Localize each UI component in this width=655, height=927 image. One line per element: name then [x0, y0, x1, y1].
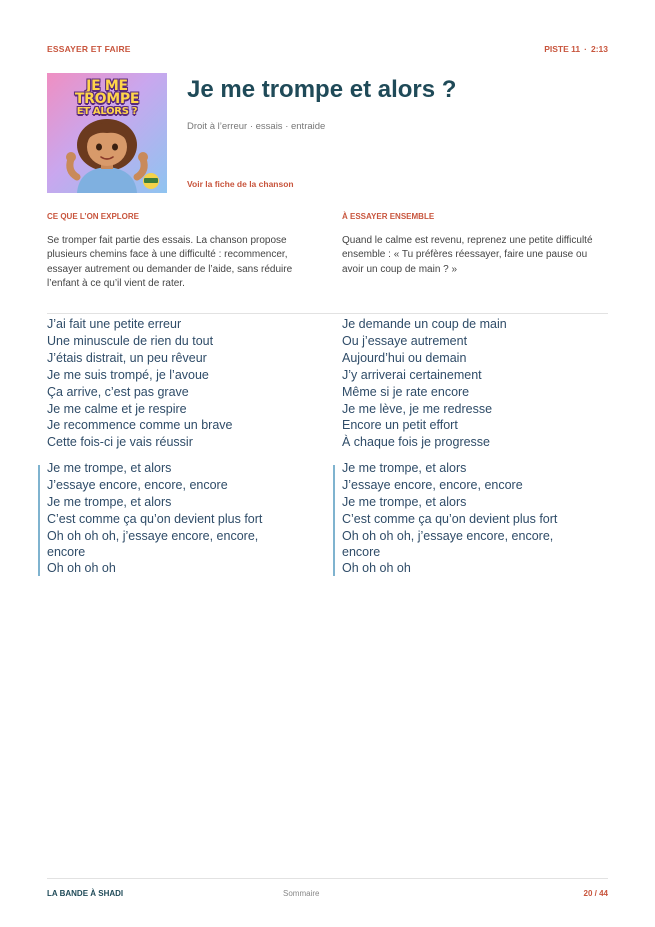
lyric-line: J’étais distrait, un peu rêveur — [47, 350, 207, 365]
track-info — [544, 44, 608, 54]
lyric-line: À chaque fois je progresse — [342, 435, 491, 450]
cover-title-line: TROMPE — [74, 91, 140, 107]
footer-brand: LA BANDE À SHADI — [47, 889, 124, 898]
lyric-line: Même si je rate encore — [342, 384, 470, 399]
lyric-line: Aujourd’hui ou demain — [342, 350, 467, 365]
child-illustration — [47, 73, 167, 193]
track-number: PISTE 11 — [544, 44, 581, 54]
lyric-line: C’est comme ça qu’on devient plus fort — [47, 511, 263, 526]
explore-text: Se tromper fait partie des essais. La chanson propose plusieurs chemins face à une difficulté : recommencer, essayer autrement ou demander de l’aide, sans réduire l’enfant à ce qu’il vient de rater. — [47, 235, 293, 289]
lyric-line: J’essaye encore, encore, encore — [47, 477, 228, 492]
chorus-right — [342, 460, 608, 577]
song-cover-image — [47, 73, 167, 193]
page-title: Je me trompe et alors ? — [187, 76, 457, 103]
chorus-left — [47, 460, 327, 577]
explore-heading: CE QUE L’ON EXPLORE — [47, 212, 140, 221]
lyric-line: Je demande un coup de main — [342, 317, 507, 331]
verse-right — [342, 316, 608, 451]
lyric-line: Cette fois-ci je vais réussir — [47, 435, 193, 450]
lyric-line: Je me trompe, et alors — [47, 461, 172, 475]
lyric-line: C’est comme ça qu’on devient plus fort — [342, 511, 558, 526]
lyric-line: Je me trompe, et alors — [342, 494, 467, 509]
lyric-line: Oh oh oh oh, j’essaye encore, encore, — [342, 528, 554, 543]
lyric-line: J’y arriverai certainement — [342, 367, 482, 382]
chorus-marker — [333, 465, 335, 576]
verse-left — [47, 316, 327, 451]
lyric-line: Je me calme et je respire — [47, 401, 187, 416]
lyric-line: Une minuscule de rien du tout — [47, 333, 214, 348]
lyric-line: Je me lève, je me redresse — [342, 401, 493, 416]
lyric-line: Oh oh oh oh — [47, 560, 116, 575]
footer-divider — [47, 878, 608, 879]
song-tags: Droit à l’erreur · essais · entraide — [187, 121, 326, 132]
page-number: 20 / 44 — [583, 889, 608, 898]
lyric-line: Je me trompe, et alors — [342, 461, 467, 475]
lyric-line: Oh oh oh oh — [342, 560, 411, 575]
lyric-line: Je me trompe, et alors — [47, 494, 172, 509]
track-duration: 2:13 — [590, 44, 608, 54]
lyric-line: Encore un petit effort — [342, 418, 458, 433]
lyric-line: J’ai fait une petite erreur — [47, 317, 182, 331]
together-text: Quand le calme est revenu, reprenez une petite difficulté ensemble : « Tu préfères réessayer, faire une pause ou avoir un coup de main ? » — [342, 235, 593, 275]
section-label: ESSAYER ET FAIRE — [47, 44, 131, 54]
chorus-marker — [38, 465, 40, 576]
cover-title-line: ET ALORS ? — [76, 106, 138, 117]
separator: · — [584, 44, 587, 54]
summary-link[interactable]: Sommaire — [283, 889, 320, 898]
together-heading: À ESSAYER ENSEMBLE — [342, 212, 435, 221]
lyric-line: encore — [47, 544, 86, 559]
divider — [47, 313, 608, 314]
lyric-line: Ou j’essaye autrement — [342, 333, 468, 348]
lyric-line: Je recommence comme un brave — [47, 418, 233, 433]
lyric-line: Ça arrive, c’est pas grave — [47, 384, 189, 399]
lyric-line: Je me suis trompé, je l’avoue — [47, 367, 209, 382]
song-sheet-link[interactable]: Voir la fiche de la chanson — [187, 179, 294, 189]
lyric-line: encore — [342, 544, 381, 559]
lyric-line: Oh oh oh oh, j’essaye encore, encore, — [47, 528, 259, 543]
cover-title-line: JE ME — [86, 78, 128, 94]
lyric-line: J’essaye encore, encore, encore — [342, 477, 523, 492]
